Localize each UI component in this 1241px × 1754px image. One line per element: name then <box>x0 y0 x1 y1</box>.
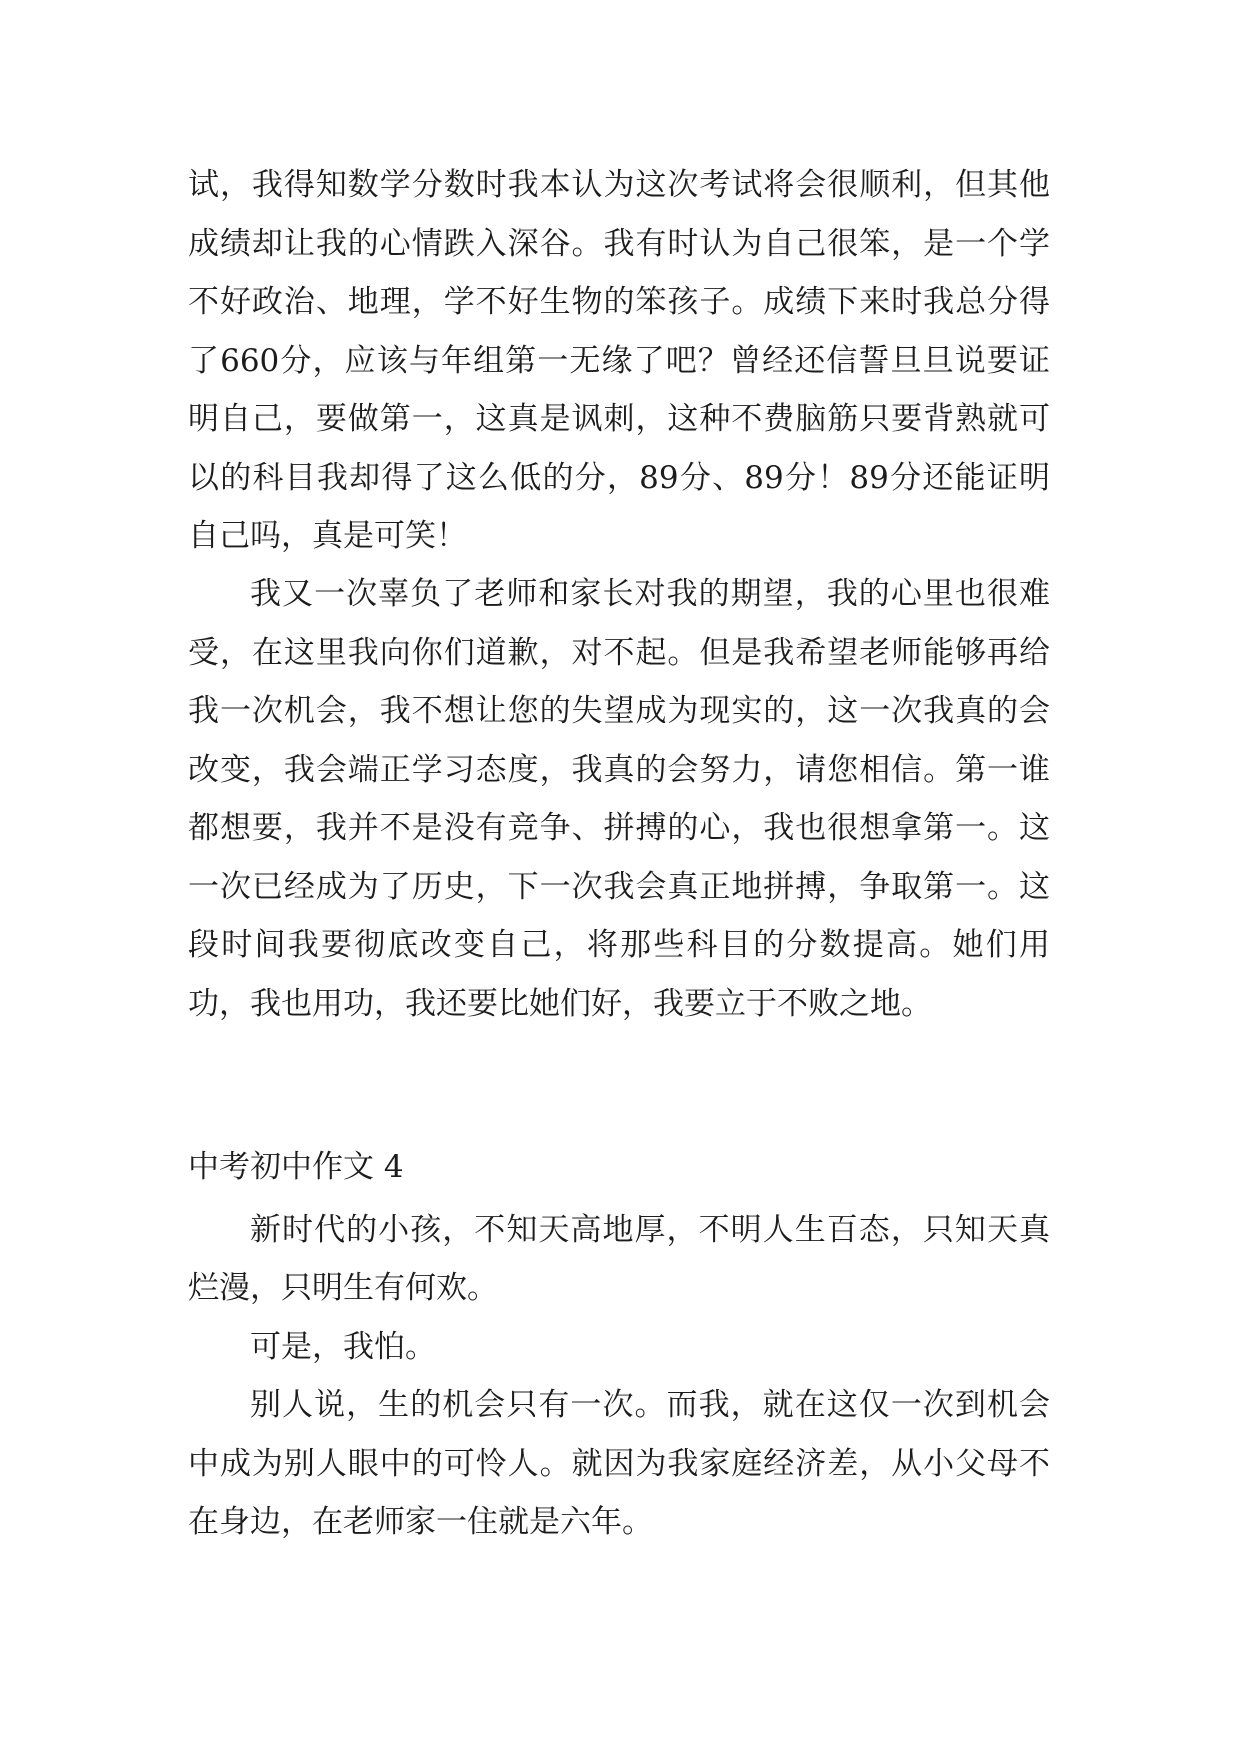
essay-4-paragraph-2: 可是，我怕。 <box>250 1328 436 1365</box>
paragraph-exam-result: 试，我得知数学分数时我本认为这次考试将会很顺利，但其他成绩却让我的心情跌入深谷。我有时认为自己很笨，是一个学不好政治、地理，学不好生物的笨孩子。成绩下来时我总分得了660分，应该与年组第一无缘了吧？曾经还信誓旦旦说要证明自己，要做第一，这真是讽刺，这种不费脑筋只要背熟就可以的科目我却得了这么低的分，89分、89分！89分还能证明自己吗，真是可笑！ <box>188 167 1050 554</box>
essay-title: 中考初中作文 4 <box>188 1149 404 1185</box>
essay-apology-section <box>188 565 1050 1033</box>
paragraph-apology: 我又一次辜负了老师和家长对我的期望，我的心里也很难受，在这里我向你们道歉，对不起。但是我希望老师能够再给我一次机会，我不想让您的失望成为现实的，这一次我真的会改变，我会端正学习态度，我真的会努力，请您相信。第一谁都想要，我并不是没有竞争、拼搏的心，我也很想拿第一。这一次已经成为了历史，下一次我会真正地拼搏，争取第一。这段时间我要彻底改变自己，将那些科目的分数提高。她们用功，我也用功，我还要比她们好，我要立于不败之地。 <box>188 576 1050 1022</box>
essay-4-paragraph-3: 别人说，生的机会只有一次。而我，就在这仅一次到机会中成为别人眼中的可怜人。就因为我家庭经济差，从小父母不在身边，在老师家一住就是六年。 <box>188 1387 1050 1540</box>
essay-4-section <box>188 1138 1050 1552</box>
essay-continued-section <box>188 156 1050 566</box>
essay-4-paragraph-1: 新时代的小孩，不知天高地厚，不明人生百态，只知天真烂漫，只明生有何欢。 <box>188 1211 1050 1306</box>
